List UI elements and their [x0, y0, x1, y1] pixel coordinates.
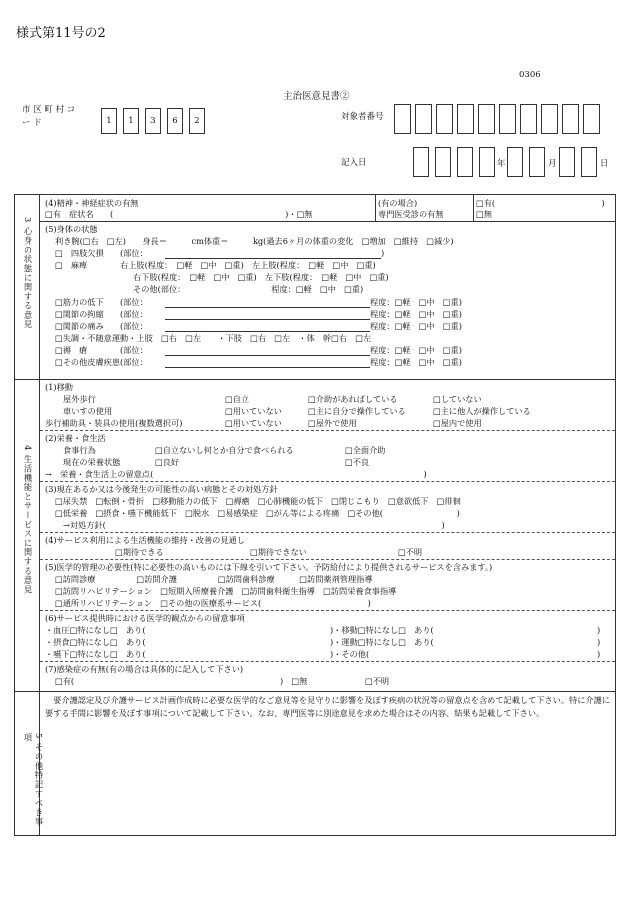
opinion-form: 3 心身の状態に関する意見 (4)精神・神経症状の有無 □有 症状名 ( )・□無 (有の場合) 専門医受診の有無 □有( ) □無 (5)身体の状態 利き腕(□右 □左) 身長＝ cm体重＝ kg(過去6ヶ月の体重の変化 □増加 □維持 □減少) □ 四肢欠損 (部位： ) □ 麻痺 右上肢(程度： □軽 □中 □重) 左上肢(程度： □軽 □中 □重) 右下肢(程度： □軽 □中 □重) 左下肢(程度： □軽 □中 □重) その他(部位： 程度：□軽 □中 □重) □筋力の低下 (部位： 程度：□軽 □中 □重) □関節の拘縮 (部位： 程度：□軽 □中 □重) □関節の痛み (部位： 程度：□軽 □中 □重) □失調・不随意運動・上肢 □右 □左 ・下肢 □右 □左 ・体 幹□右 □左 □褥 瘡 (部位： 程度：□軽 □中 □重) □その他皮膚疾患(部位： 程度：□軽 □中 □重) 4 生活機能とサービスに関する意見 (1)移動 屋外歩行 □自立 □介助があればしている □していない 車いすの使用 □用いていない □主に自分で操作している □主に他人が操作している 歩行補助具・装具の使用(複数選択可) □用いていない □屋外で使用 □屋内で使用 (2)栄養・食生活 食事行為 □自立ないし何とか自分で食べられる □全面介助 現在の栄養状態 □良好 □不良 → 栄養・食生活上の留意点( ) (3)現在あるか又は今後発生の可能性の高い病態とその対処方針 □尿失禁 □転倒・骨折 □移動能力の低下 □褥瘡 □心肺機能の低下 □閉じこもり □意欲低下 □徘徊 □低栄養 □摂食・嚥下機能低下 □脱水 □易感染症 □がん等による疼痛 □その他( ) →対処方針( ) (4)サービス利用による生活機能の維持・改善の見通し □期待できる □期待できない □不明 (5)医学的管理の必要性(特に必要性の高いものには下線を引いて下さい。予防給付により提供されるサービスを含みます。) □訪問診療 □訪問介護 □訪問歯科診療 □訪問薬剤管理指導 □訪問リハビリテーション □短期入所療養介護 □訪問歯科衛生指導 □訪問栄養食事指導 □通所リハビリテーション □その他の医療系サービス( ) (6)サービス提供時における医学的観点からの留意事項 ・血圧□特になし□ あり( )・移動□特になし□ あり( ) ・摂食□特になし□ あり( )・運動□特になし□ あり( ) ・嚥下□特になし□ あり( )・その他( ) (7)感染症の有無(有の場合は具体的に記入して下さい) □有( ) □無 □不明 5 その他特記すべき事項 要介護認定及び介護サービス計画作成時に必要な医学的なご意見等を見守りに影響を及ぼす疾病の状況等の留意点を含めて記載して下さい。特に介護に要する手間に影響を及ぼす事項について記載して下さい。なお、専門医等に別途意見を求めた場合はその内容、結果も記載して下さい。: [14, 194, 616, 836]
subject-digit-box[interactable]: [562, 104, 579, 134]
nutrition-heading: (2)栄養・食生活: [45, 433, 106, 443]
blood-pressure-row[interactable]: ・血圧□特になし□ あり(: [45, 625, 146, 635]
if-yes-label: (有の場合): [378, 198, 418, 208]
section-4-label: 4 生活機能とサービスに関する意見: [15, 379, 40, 691]
form-code: 0306: [519, 70, 541, 80]
paralysis-upper-row[interactable]: □ 麻痺 右上肢(程度： □軽 □中 □重) 左上肢(程度： □軽 □中 □重): [55, 260, 376, 270]
municipality-digit-box: 6: [167, 108, 183, 134]
municipality-digit-box: 2: [189, 108, 205, 134]
medical-management-heading: (5)医学的管理の必要性(特に必要性の高いものには下線を引いて下さい。予防給付により提供されるサービスを含みます。): [45, 562, 493, 572]
year-label: 年: [497, 159, 506, 169]
subject-digit-box[interactable]: [478, 104, 495, 134]
infection-no[interactable]: ) □無: [280, 676, 308, 686]
date-digit-box[interactable]: [559, 147, 575, 177]
specialist-no-check[interactable]: □無: [476, 209, 492, 219]
treatment-policy[interactable]: →対処方針( ): [63, 520, 445, 530]
paralysis-other-row[interactable]: その他(部位： 程度：□軽 □中 □重): [133, 284, 364, 294]
conditions-row-2[interactable]: □低栄養 □摂食・嚥下機能低下 □脱水 □易感染症 □がん等による疼痛 □その他( ): [55, 508, 460, 518]
medical-row-2[interactable]: □訪問リハビリテーション □短期入所療養介護 □訪問歯科衛生指導 □訪問栄養食事指導: [55, 586, 397, 596]
muscle-weakness-row[interactable]: □筋力の低下 (部位：: [55, 297, 148, 307]
day-label: 日: [600, 159, 609, 169]
mobility-note-row[interactable]: )・移動□特になし□ あり(: [330, 625, 434, 635]
form-number: 様式第11号の2: [16, 26, 106, 41]
ataxia-row[interactable]: □失調・不随意運動・上肢 □右 □左 ・下肢 □右 □左 ・体 幹□右 □左: [55, 333, 372, 343]
subject-digit-box[interactable]: [394, 104, 411, 134]
municipality-code-label: 市 区 町 村 コ ー ド: [22, 105, 76, 128]
handedness-height-weight[interactable]: 利き腕(□右 □左) 身長＝ cm体重＝ kg(過去6ヶ月の体重の変化 □増加 □維持 □減少): [55, 236, 454, 246]
specialist-visit-label: 専門医受診の有無: [378, 209, 444, 219]
section-3-label: 3 心身の状態に関する意見: [15, 195, 40, 379]
date-digit-box[interactable]: [413, 147, 429, 177]
medical-row-3[interactable]: □通所リハビリテーション □その他の医療系サービス( ): [55, 598, 371, 608]
joint-pain-row[interactable]: □関節の痛み (部位：: [55, 321, 148, 331]
conditions-heading: (3)現在あるか又は今後発生の可能性の高い病態とその対処方針: [45, 484, 278, 494]
entry-date-label: 記入日: [341, 158, 367, 168]
service-notes-heading: (6)サービス提供時における医学的観点からの留意事項: [45, 613, 245, 623]
date-digit-box[interactable]: [479, 147, 495, 177]
subject-digit-box[interactable]: [583, 104, 600, 134]
date-digit-box[interactable]: [507, 147, 523, 177]
municipality-digit-box: 1: [101, 108, 117, 134]
body-status-heading: (5)身体の状態: [45, 224, 98, 234]
mental-symptoms-check[interactable]: □有 症状名 ( )・□無: [45, 209, 313, 219]
paralysis-lower-row[interactable]: 右下肢(程度： □軽 □中 □重) 左下肢(程度： □軽 □中 □重): [133, 272, 389, 282]
infection-yes[interactable]: □有(: [55, 676, 75, 686]
pressure-ulcer-row[interactable]: □褥 瘡 (部位：: [55, 345, 148, 355]
nutrition-notes[interactable]: → 栄養・食生活上の留意点( ): [45, 469, 427, 479]
outlook-heading: (4)サービス利用による生活機能の維持・改善の見通し: [45, 535, 245, 545]
municipality-digit-box: 1: [123, 108, 139, 134]
infection-unknown[interactable]: □不明: [365, 676, 390, 686]
subject-number-label: 対象者番号: [341, 112, 384, 122]
date-digit-box[interactable]: [581, 147, 597, 177]
mental-symptoms-heading: (4)精神・神経症状の有無: [45, 198, 139, 208]
other-skin-disease-row[interactable]: □その他皮膚疾患(部位：: [55, 357, 148, 367]
mobility-heading: (1)移動: [45, 382, 73, 392]
subject-digit-box[interactable]: [541, 104, 558, 134]
special-notes-text[interactable]: 要介護認定及び介護サービス計画作成時に必要な医学的なご意見等を見守りに影響を及ぼす疾病の状況等の留意点を含めて記載して下さい。特に介護に要する手間に影響を及ぼす事項について記載して下さい。なお、専門医等に別途意見を求めた場合はその内容、結果も記載して下さい。: [45, 695, 610, 718]
month-label: 月: [548, 159, 557, 169]
section-5-label: 5 その他特記すべき事項: [15, 691, 40, 835]
limb-loss-row[interactable]: □ 四肢欠損 (部位：: [55, 248, 148, 258]
subject-digit-box[interactable]: [415, 104, 432, 134]
date-digit-box[interactable]: [529, 147, 545, 177]
conditions-row-1[interactable]: □尿失禁 □転倒・骨折 □移動能力の低下 □褥瘡 □心肺機能の低下 □閉じこもり □意欲低下 □徘徊: [55, 496, 461, 506]
joint-contracture-row[interactable]: □関節の拘縮 (部位：: [55, 309, 148, 319]
subject-digit-box[interactable]: [457, 104, 474, 134]
infection-heading: (7)感染症の有無(有の場合は具体的に記入して下さい): [45, 664, 244, 674]
subject-digit-box[interactable]: [499, 104, 516, 134]
date-digit-box[interactable]: [435, 147, 451, 177]
date-digit-box[interactable]: [457, 147, 473, 177]
subject-digit-box[interactable]: [520, 104, 537, 134]
subject-digit-box[interactable]: [436, 104, 453, 134]
municipality-digit-box: 3: [145, 108, 161, 134]
swallowing-row[interactable]: ・嚥下□特になし□ あり(: [45, 649, 146, 659]
specialist-yes-check[interactable]: □有( ): [476, 198, 605, 208]
eating-row[interactable]: ・摂食□特になし□ あり(: [45, 637, 146, 647]
other-note-row[interactable]: )・その他(: [330, 649, 370, 659]
medical-row-1[interactable]: □訪問診療 □訪問介護 □訪問歯科診療 □訪問薬剤管理指導: [55, 574, 373, 584]
document-title: 主治医意見書②: [283, 91, 350, 102]
exercise-row[interactable]: )・運動□特になし□ あり(: [330, 637, 434, 647]
